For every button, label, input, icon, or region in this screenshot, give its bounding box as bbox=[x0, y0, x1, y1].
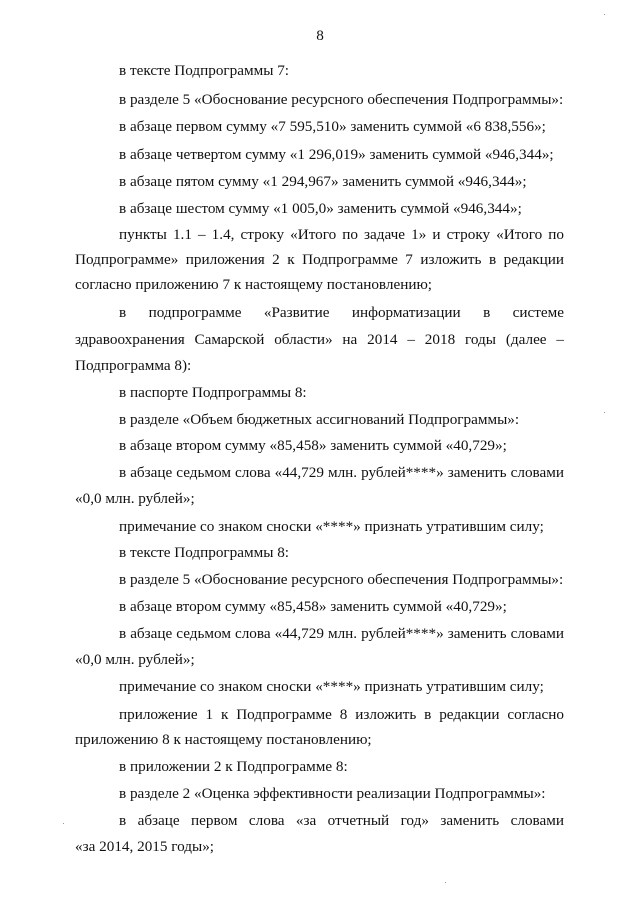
text-line: приложение 1 к Подпрограмме 8 изложить в редакции согласно bbox=[119, 706, 564, 723]
text-line: в абзаце седьмом слова «44,729 млн. рублей****» заменить словами bbox=[119, 464, 564, 481]
text-line: «0,0 млн. рублей»; bbox=[75, 651, 195, 668]
scan-speck bbox=[445, 882, 446, 883]
text-line: в абзаце четвертом сумму «1 296,019» заменить суммой «946,344»; bbox=[119, 146, 554, 163]
text-line: в абзаце пятом сумму «1 294,967» заменить суммой «946,344»; bbox=[119, 173, 527, 190]
text-line: «за 2014, 2015 годы»; bbox=[75, 838, 215, 855]
text-line: здравоохранения Самарской области» на 2014 – 2018 годы (далее – bbox=[75, 331, 564, 348]
text-line: примечание со знаком сноски «****» признать утратившим силу; bbox=[119, 678, 544, 695]
text-line: в разделе 5 «Обоснование ресурсного обеспечения Подпрограммы»: bbox=[119, 571, 564, 588]
text-line: примечание со знаком сноски «****» признать утратившим силу; bbox=[119, 518, 544, 535]
text-line: в абзаце первом сумму «7 595,510» заменить суммой «6 838,556»; bbox=[119, 118, 546, 135]
text-line: в разделе «Объем бюджетных ассигнований Подпрограммы»: bbox=[119, 411, 520, 428]
text-line: в тексте Подпрограммы 7: bbox=[119, 62, 290, 79]
page-number: 8 bbox=[316, 27, 324, 44]
text-line: Подпрограмме» приложения 2 к Подпрограмме 7 изложить в редакции bbox=[75, 251, 564, 268]
text-line: в подпрограмме «Развитие информатизации в системе bbox=[119, 304, 564, 321]
scan-speck bbox=[604, 14, 605, 15]
text-line: в абзаце шестом сумму «1 005,0» заменить суммой «946,344»; bbox=[119, 200, 522, 217]
text-line: в тексте Подпрограммы 8: bbox=[119, 544, 290, 561]
text-line: в абзаце первом слова «за отчетный год» заменить словами bbox=[119, 812, 564, 829]
text-line: в абзаце седьмом слова «44,729 млн. рублей****» заменить словами bbox=[119, 625, 564, 642]
scan-speck bbox=[63, 823, 64, 824]
text-line: в паспорте Подпрограммы 8: bbox=[119, 384, 307, 401]
text-line: в разделе 5 «Обоснование ресурсного обеспечения Подпрограммы»: bbox=[119, 91, 564, 108]
text-line: согласно приложению 7 к настоящему постановлению; bbox=[75, 276, 433, 293]
scan-speck bbox=[604, 412, 605, 413]
text-line: в разделе 2 «Оценка эффективности реализации Подпрограммы»: bbox=[119, 785, 546, 802]
text-line: пункты 1.1 – 1.4, строку «Итого по задаче 1» и строку «Итого по bbox=[119, 226, 564, 243]
text-line: в приложении 2 к Подпрограмме 8: bbox=[119, 758, 348, 775]
text-line: в абзаце втором сумму «85,458» заменить суммой «40,729»; bbox=[119, 437, 507, 454]
text-line: Подпрограмма 8): bbox=[75, 357, 192, 374]
text-line: «0,0 млн. рублей»; bbox=[75, 490, 195, 507]
text-line: в абзаце втором сумму «85,458» заменить суммой «40,729»; bbox=[119, 598, 507, 615]
text-line: приложению 8 к настоящему постановлению; bbox=[75, 731, 372, 748]
